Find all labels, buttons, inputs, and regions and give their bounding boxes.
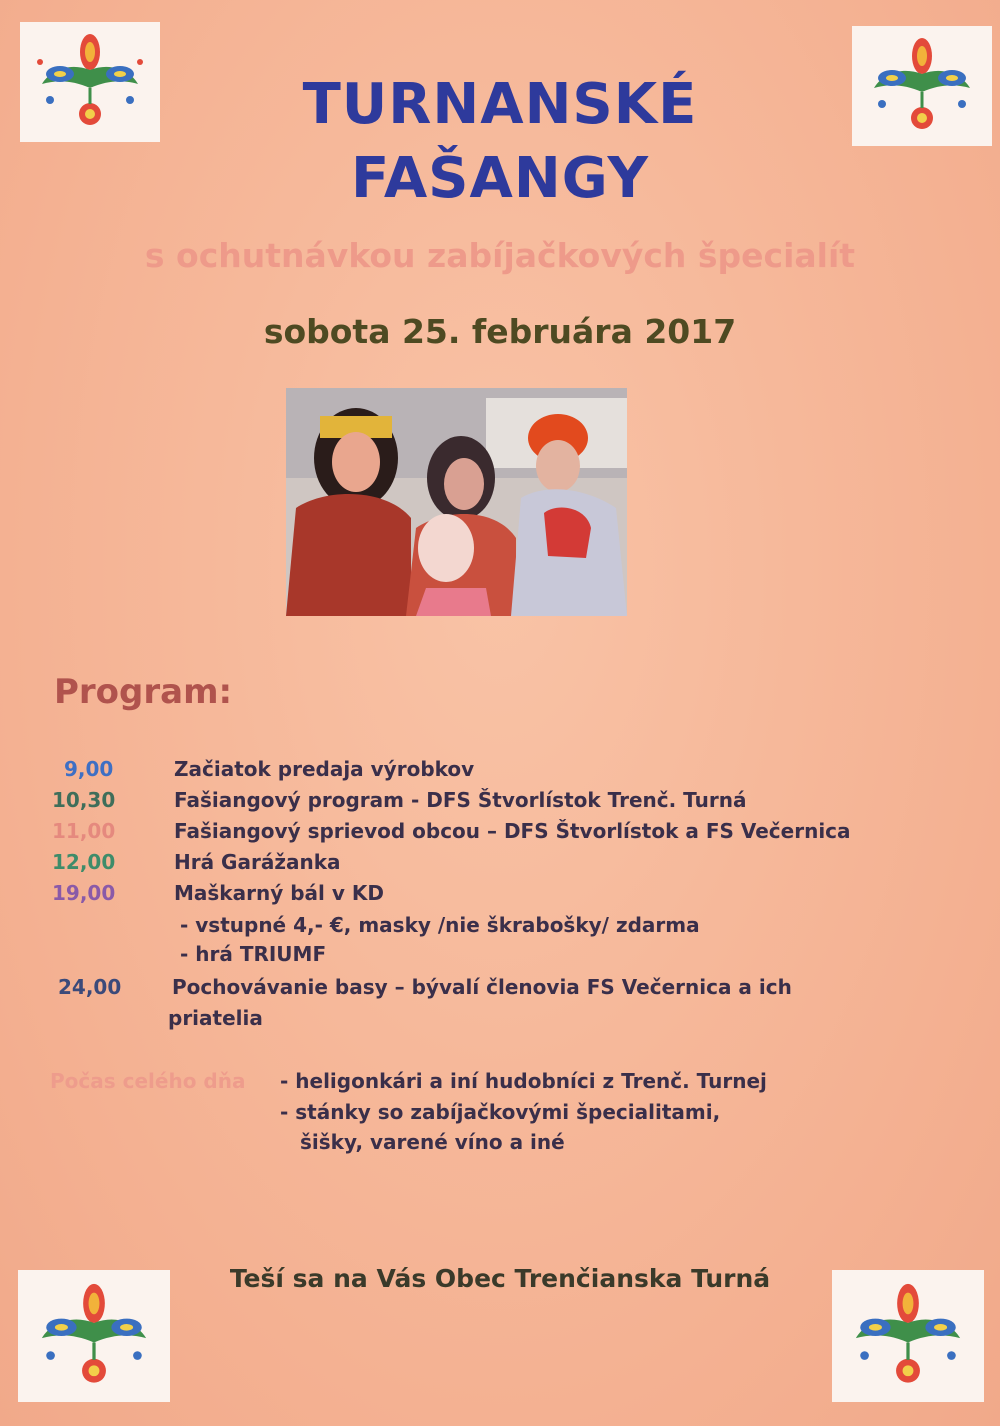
program-row: [0, 881, 1000, 913]
program-desc: Maškarný bál v KD: [174, 881, 384, 905]
program-row: [0, 975, 1000, 1007]
title-line1: TURNANSKÉ: [302, 72, 698, 137]
program-row: [0, 850, 1000, 882]
program-heading: Program:: [54, 672, 233, 712]
folk-ornament-icon: [18, 1270, 170, 1402]
carnival-photo: [286, 388, 627, 616]
footer-invitation: Teší sa na Vás Obec Trenčianska Turná: [229, 1264, 771, 1293]
subtitle: s ochutnávkou zabíjačkových špecialít: [144, 236, 856, 275]
program-desc: Fašiangový sprievod obcou – DFS Štvorlístok a FS Večernica: [174, 819, 851, 843]
program-time: 12,00: [52, 850, 116, 874]
all-day-item: šišky, varené víno a iné: [300, 1130, 565, 1154]
ball-detail: - hrá TRIUMF: [180, 942, 327, 966]
ball-detail: - vstupné 4,- €, masky /nie škrabošky/ zdarma: [180, 913, 700, 937]
title-line2: FAŠANGY: [351, 146, 649, 211]
program-time: 19,00: [52, 881, 116, 905]
program-row: [0, 788, 1000, 820]
program-desc: Fašiangový program - DFS Štvorlístok Trenč. Turná: [174, 788, 747, 812]
program-time: 9,00: [64, 757, 114, 781]
all-day-label: Počas celého dňa: [50, 1069, 246, 1093]
program-desc: Hrá Garážanka: [174, 850, 341, 874]
all-day-item: - heligonkári a iní hudobníci z Trenč. Turnej: [280, 1069, 767, 1093]
program-time: 24,00: [58, 975, 122, 999]
program-row: [0, 819, 1000, 851]
program-desc-continuation: priatelia: [168, 1006, 263, 1030]
folk-ornament-icon: [832, 1270, 984, 1402]
program-time: 10,30: [52, 788, 116, 812]
program-desc: Začiatok predaja výrobkov: [174, 757, 475, 781]
program-time: 11,00: [52, 819, 116, 843]
all-day-item: - stánky so zabíjačkovými špecialitami,: [280, 1100, 721, 1124]
program-desc: Pochovávanie basy – bývalí členovia FS Večernica a ich: [172, 975, 792, 999]
program-row: [0, 757, 1000, 789]
event-date: sobota 25. februára 2017: [263, 312, 737, 351]
